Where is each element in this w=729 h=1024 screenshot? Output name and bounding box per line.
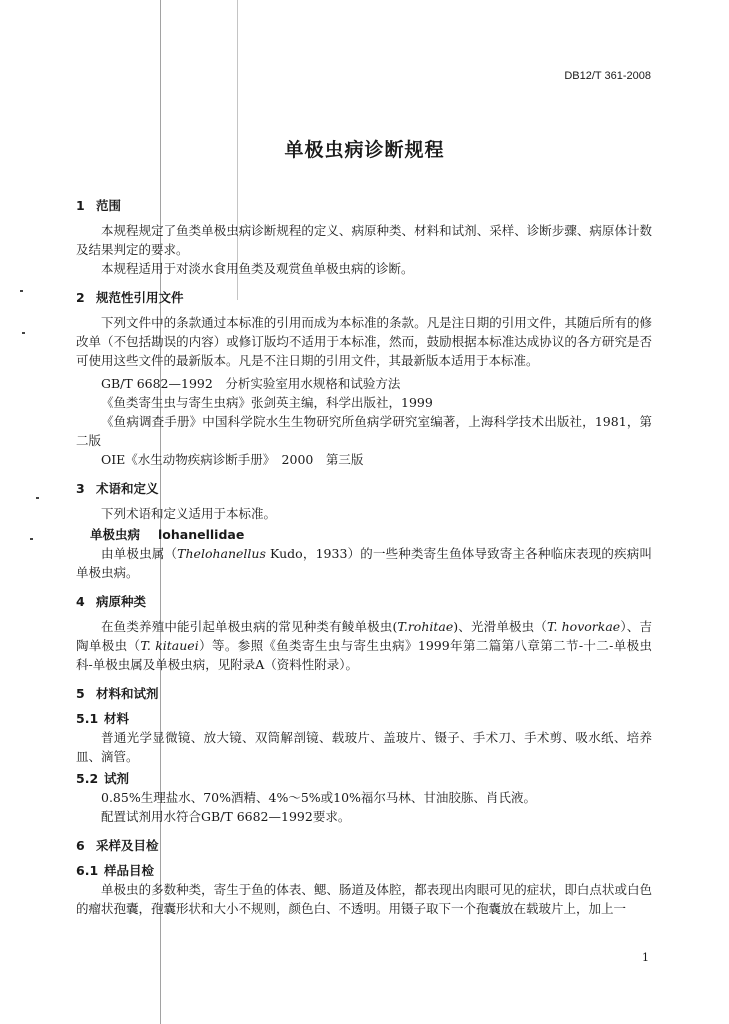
paragraph: 普通光学显微镜、放大镜、双筒解剖镜、载玻片、盖玻片、镊子、手术刀、手术剪、吸水纸、培养皿、滴管。 bbox=[76, 730, 652, 764]
term-english: lohanellidae bbox=[158, 527, 245, 542]
paragraph: 本规程规定了鱼类单极虫病诊断规程的定义、病原种类、材料和试剂、采样、诊断步骤、病原体计数及结果判定的要求。 bbox=[76, 223, 652, 257]
paragraph: 下列文件中的条款通过本标准的引用而成为本标准的条款。凡是注日期的引用文件，其随后所有的修改单（不包括勘误的内容）或修订版均不适用于本标准，然而，鼓励根据本标准达成协议的各方研究是否可使用这些文件的最新版本。凡是不注日期的引用文件，其最新版本适用于本标准。 bbox=[76, 315, 652, 368]
subsection-heading: 6.1 样品目检 bbox=[76, 863, 155, 878]
document-number: DB12/T 361-2008 bbox=[564, 70, 651, 82]
section-heading: 6 采样及目检 bbox=[76, 838, 159, 853]
subsection-heading: 5.2 试剂 bbox=[76, 771, 130, 786]
term-entry bbox=[76, 525, 652, 544]
scan-mark bbox=[22, 332, 25, 334]
document-body bbox=[76, 196, 652, 918]
section-heading: 5 材料和试剂 bbox=[76, 686, 159, 701]
paragraph: 0.85%生理盐水、70%酒精、4%～5%或10%福尔马林、甘油胶胨、肖氏液。 bbox=[101, 790, 536, 805]
reference-item: 《鱼病调查手册》中国科学院水生生物研究所鱼病学研究室编著，上海科学技术出版社，1981，第二版 bbox=[76, 414, 652, 448]
document-title: 单极虫病诊断规程 bbox=[284, 139, 445, 161]
paragraph: 配置试剂用水符合GB/T 6682—1992要求。 bbox=[101, 809, 351, 824]
reference-item: GB/T 6682—1992 分析实验室用水规格和试验方法 bbox=[101, 376, 401, 391]
subsection-heading: 5.1 材料 bbox=[76, 711, 130, 726]
paragraph: 下列术语和定义适用于本标准。 bbox=[101, 506, 277, 521]
page-number: 1 bbox=[642, 951, 649, 964]
paragraph: 在鱼类养殖中能引起单极虫病的常见种类有鲮单极虫(T.rohitae)、光滑单极虫（T. hovorkae）、吉陶单极虫（T. kitauei）等。参照《鱼类寄生虫与寄生虫病》1999年第二篇第八章第二节-十二-单极虫科-单极虫属及单极虫病，见附录A（资料性附录）。 bbox=[76, 619, 652, 672]
reference-item: 《鱼类寄生虫与寄生虫病》张剑英主编，科学出版社，1999 bbox=[101, 395, 433, 410]
term-definition: 由单极虫属（Thelohanellus Kudo，1933）的一些种类寄生鱼体导致寄主各种临床表现的疾病叫单极虫病。 bbox=[76, 546, 652, 580]
scan-mark bbox=[36, 497, 39, 499]
section-heading: 1 范围 bbox=[76, 198, 122, 213]
reference-item: OIE《水生动物疾病诊断手册》 2000 第三版 bbox=[101, 452, 364, 467]
paragraph: 本规程适用于对淡水食用鱼类及观赏鱼单极虫病的诊断。 bbox=[101, 261, 414, 276]
paragraph: 单极虫的多数种类，寄生于鱼的体表、鳃、肠道及体腔，都表现出肉眼可见的症状，即白点状或白色的瘤状孢囊，孢囊形状和大小不规则，颜色白、不透明。用镊子取下一个孢囊放在载玻片上，加上一 bbox=[76, 882, 652, 916]
section-heading: 3 术语和定义 bbox=[76, 481, 159, 496]
scan-mark bbox=[20, 290, 23, 292]
section-heading: 4 病原种类 bbox=[76, 594, 147, 609]
section-heading: 2 规范性引用文件 bbox=[76, 290, 184, 305]
scan-mark bbox=[30, 538, 33, 540]
term-chinese: 单极虫病 bbox=[90, 527, 141, 542]
